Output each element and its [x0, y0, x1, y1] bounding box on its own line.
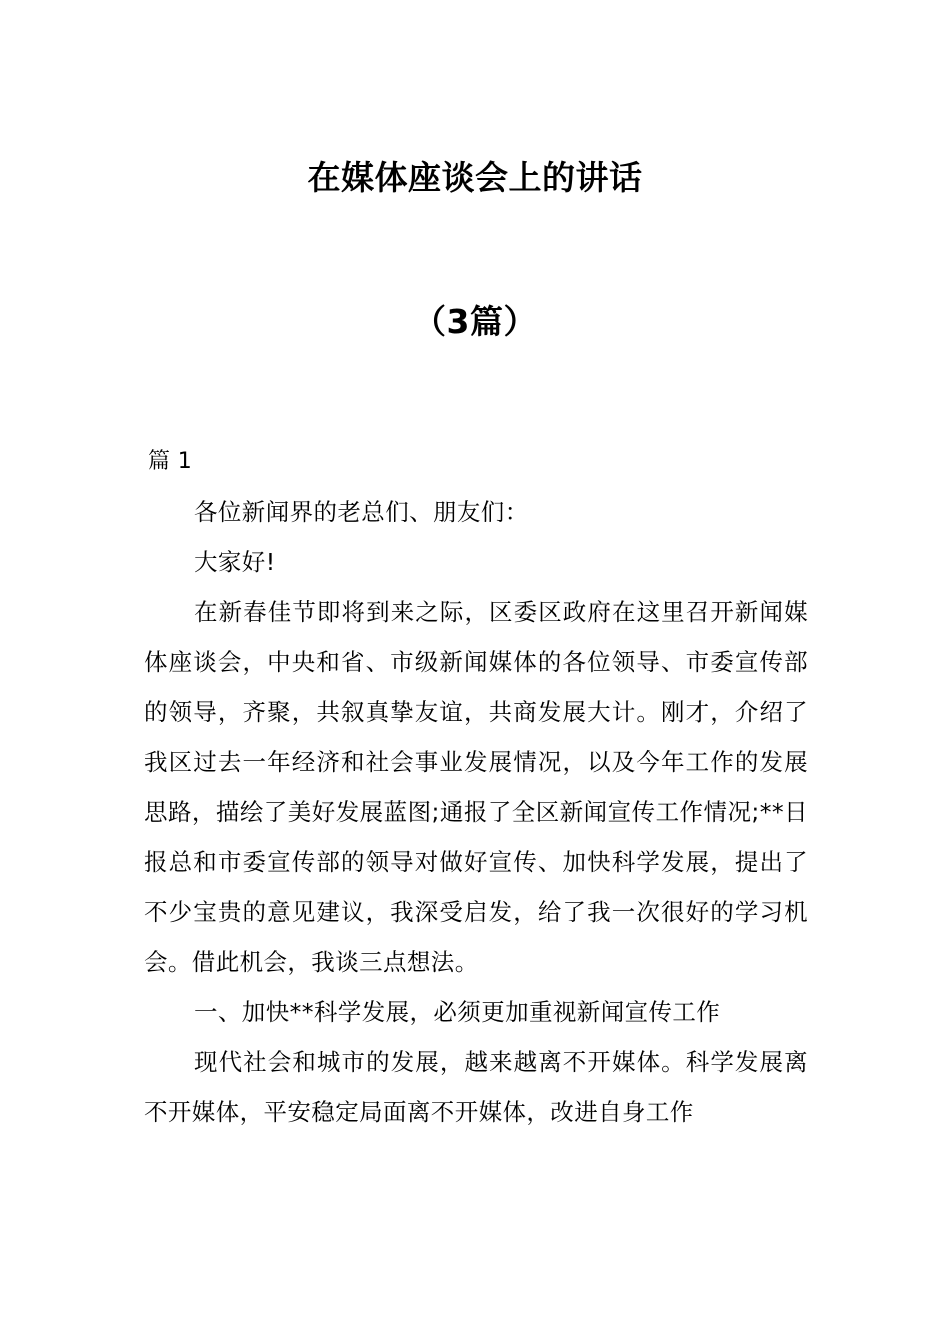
section-label: 篇 1: [148, 449, 193, 474]
document-body: [144, 437, 808, 1137]
salutation: 大家好!: [194, 548, 276, 576]
document-subtitle: （3篇）: [413, 302, 537, 341]
body-paragraph: 现代社会和城市的发展，越来越离不开媒体。科学发展离不开媒体，平安稳定局面离不开媒体，改进自身工作: [144, 1048, 808, 1126]
document-title: 在媒体座谈会上的讲话: [307, 158, 643, 197]
greeting: 各位新闻界的老总们、朋友们：: [194, 498, 529, 526]
section-heading: 一、加快**科学发展，必须更加重视新闻宣传工作: [194, 998, 721, 1026]
body-paragraph: 在新春佳节即将到来之际，区委区政府在这里召开新闻媒体座谈会，中央和省、市级新闻媒体的各位领导、市委宣传部的领导，齐聚，共叙真挚友谊，共商发展大计。刚才，介绍了我区过去一年经济和社会事业发展情况，以及今年工作的发展思路，描绘了美好发展蓝图;通报了全区新闻宣传工作情况;**日报总和市委宣传部的领导对做好宣传、加快科学发展，提出了不少宝贵的意见建议，我深受启发，给了我一次很好的学习机会。借此机会，我谈三点想法。: [144, 598, 808, 976]
